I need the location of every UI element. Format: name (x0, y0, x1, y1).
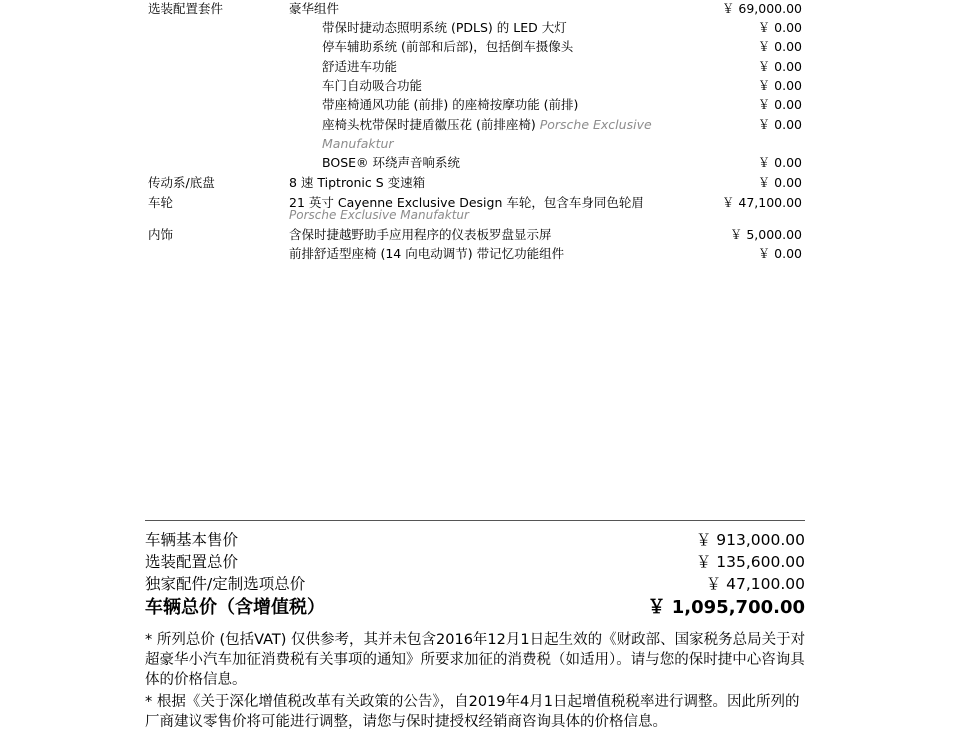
option-name: 含保时捷越野助手应用程序的仪表板罗盘显示屏 (289, 227, 552, 242)
option-name: 前排舒适型座椅 (14 向电动调节) 带记忆功能组件 (289, 246, 565, 261)
sub-option-text: 座椅头枕带保时捷盾徽压花 (前排座椅) (322, 117, 536, 132)
footnote: * 所列总价 (包括VAT) 仅供参考，其并未包含2016年12月1日起生效的《财政部、国家税务总局关于对超豪华小汽车加征消费税有关事项的通知》所要求加征的消费税（如适用）。请与您的保时捷中心咨询具体的价格信息。 (145, 632, 806, 688)
sub-option-name (322, 116, 652, 134)
sub-option-name: 停车辅助系统 (前部和后部)，包括倒车摄像头 (322, 39, 574, 54)
sub-option-name: 车门自动吸合功能 (322, 78, 423, 93)
category-label: 车轮 (148, 195, 174, 210)
option-price: ￥ 0.00 (757, 39, 802, 54)
sub-option-name: BOSE® 环绕声音响系统 (322, 155, 461, 170)
option-price: ￥ 0.00 (757, 59, 802, 74)
option-name: 豪华组件 (289, 1, 340, 16)
option-price: ￥ 0.00 (757, 175, 802, 190)
summary-divider (145, 520, 805, 521)
footnote: * 根据《关于深化增值税改革有关政策的公告》，自2019年4月1日起增值税税率进行调整。因此所列的厂商建议零售价将可能进行调整，请您与保时捷授权经销商咨询具体的价格信息。 (145, 694, 800, 730)
sub-option-name: 带座椅通风功能 (前排) 的座椅按摩功能 (前排) (322, 97, 579, 112)
option-price: ￥ 0.00 (757, 20, 802, 35)
option-price: ￥ 0.00 (757, 117, 802, 132)
summary-value: ￥ 135,600.00 (695, 553, 805, 571)
option-price: ￥ 47,100.00 (721, 195, 802, 210)
summary-value: ￥ 47,100.00 (705, 575, 805, 593)
total-label: 车辆总价（含增值税） (145, 597, 325, 618)
sub-option-name: 舒适进车功能 (322, 59, 398, 74)
manufaktur-label: Manufaktur (322, 136, 394, 151)
category-label: 内饰 (148, 227, 174, 242)
summary-label: 车辆基本售价 (145, 531, 239, 549)
total-value: ￥ 1,095,700.00 (647, 597, 805, 618)
summary-label: 选装配置总价 (145, 553, 239, 571)
manufaktur-label: Porsche Exclusive (539, 117, 652, 132)
option-price: ￥ 5,000.00 (729, 227, 802, 242)
manufaktur-label: Porsche Exclusive Manufaktur (289, 208, 469, 222)
option-price: ￥ 0.00 (757, 78, 802, 93)
option-price: ￥ 0.00 (757, 97, 802, 112)
summary-label: 独家配件/定制选项总价 (145, 575, 306, 593)
option-name: 8 速 Tiptronic S 变速箱 (289, 175, 426, 190)
option-price: ￥ 0.00 (757, 155, 802, 170)
category-label: 传动系/底盘 (148, 175, 215, 190)
category-label: 选装配置套件 (148, 1, 224, 16)
option-name: 21 英寸 Cayenne Exclusive Design 车轮，包含车身同色轮眉 (289, 195, 644, 210)
summary-value: ￥ 913,000.00 (695, 531, 805, 549)
sub-option-name: 带保时捷动态照明系统 (PDLS) 的 LED 大灯 (322, 20, 567, 35)
option-price: ￥ 0.00 (757, 246, 802, 261)
option-price: ￥ 69,000.00 (721, 1, 802, 16)
